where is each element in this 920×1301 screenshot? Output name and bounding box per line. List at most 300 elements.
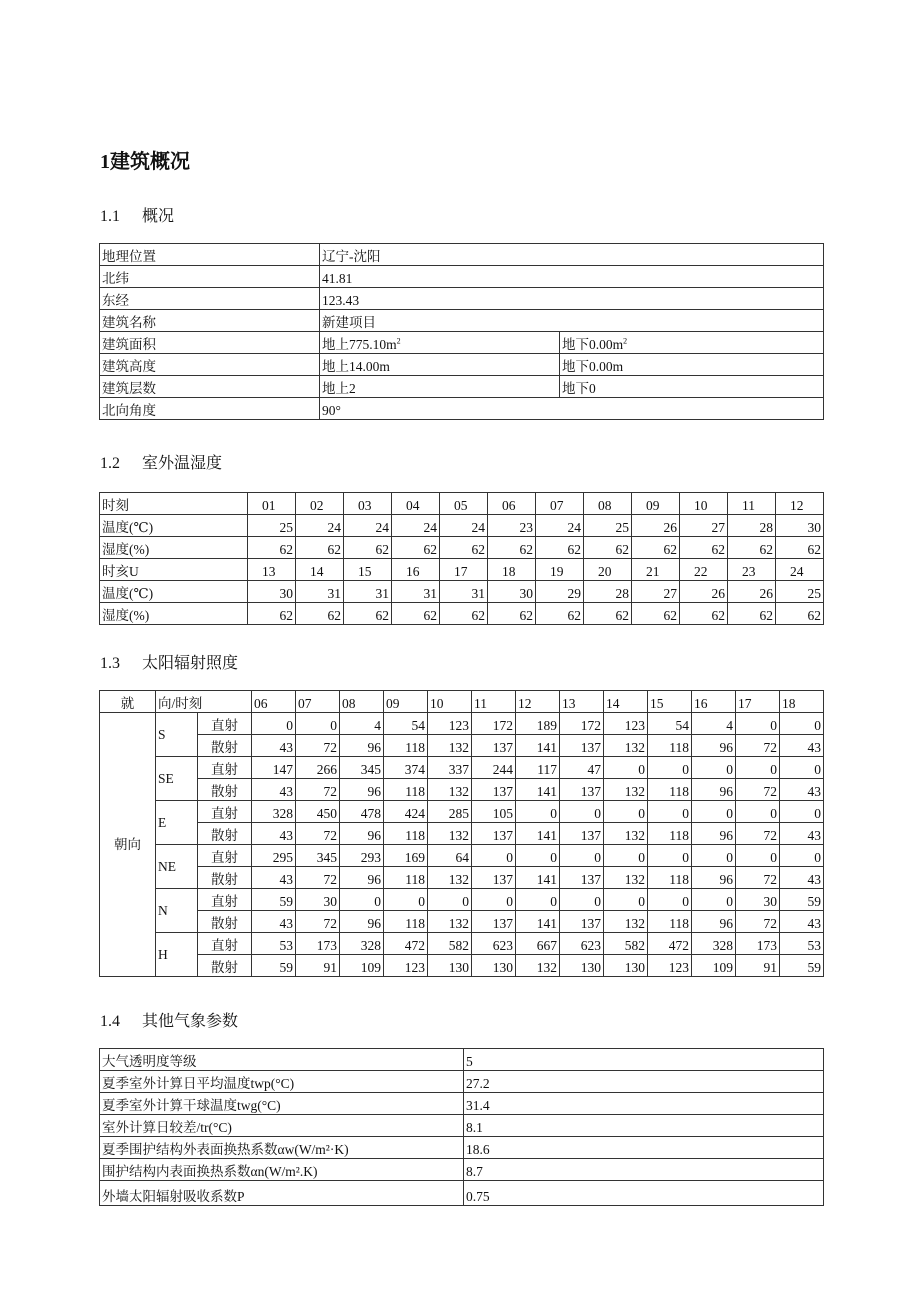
value-cell: 173 — [296, 933, 340, 955]
table-cell: 31 — [392, 581, 440, 603]
value-cell: 623 — [472, 933, 516, 955]
value-cell: 0 — [736, 801, 780, 823]
value-cell: 53 — [780, 933, 824, 955]
superscript: 2 — [396, 336, 401, 346]
table-cell: 62 — [392, 603, 440, 625]
value-cell: 72 — [296, 867, 340, 889]
table-row — [100, 376, 824, 398]
table-row — [100, 1049, 824, 1071]
value-cell: 0 — [780, 757, 824, 779]
hour-cell: 18 — [780, 691, 824, 713]
table-cell: 29 — [536, 581, 584, 603]
table-row — [100, 1093, 824, 1115]
value-cell: 328 — [252, 801, 296, 823]
value-cell: 30 — [736, 889, 780, 911]
value-cell: 54 — [648, 713, 692, 735]
param-label: 围护结构内表面换热系数αn(W/m².K) — [100, 1159, 464, 1181]
row-label: 温度(℃) — [100, 581, 248, 603]
value-cell: 0 — [428, 889, 472, 911]
table-cell: 31 — [344, 581, 392, 603]
value-cell: 478 — [340, 801, 384, 823]
value-cell: 96 — [340, 911, 384, 933]
value-cell: 295 — [252, 845, 296, 867]
param-label: 夏季室外计算日平均温度twp(°C) — [100, 1071, 464, 1093]
value-cell: 59 — [780, 955, 824, 977]
value-cell: 141 — [516, 867, 560, 889]
value-cell: 244 — [472, 757, 516, 779]
section-heading-1-2 — [100, 450, 222, 473]
value-cell: 118 — [648, 779, 692, 801]
table-cell: 62 — [536, 603, 584, 625]
table-cell: 20 — [584, 559, 632, 581]
value-cell: 172 — [560, 713, 604, 735]
table-cell: 16 — [392, 559, 440, 581]
section-heading-1-1 — [100, 203, 174, 226]
value-cell: 43 — [252, 735, 296, 757]
table-cell: 62 — [632, 537, 680, 559]
row-label: 湿度(%) — [100, 537, 248, 559]
table-cell: 30 — [488, 581, 536, 603]
value-cell: 59 — [252, 889, 296, 911]
type-label: 散射 — [198, 823, 252, 845]
table-row — [100, 1115, 824, 1137]
table-row — [100, 691, 824, 713]
param-label: 夏季围护结构外表面换热系数αw(W/m²·K) — [100, 1137, 464, 1159]
value-cell: 345 — [340, 757, 384, 779]
table-cell: 建筑层数 — [100, 376, 320, 398]
area-below: 地下0.00m — [562, 337, 624, 352]
value-cell: 0 — [604, 845, 648, 867]
type-label: 直射 — [198, 713, 252, 735]
table-cell: 19 — [536, 559, 584, 581]
value-cell: 118 — [384, 779, 428, 801]
table-cell: 02 — [296, 493, 344, 515]
table-cell: 东经 — [100, 288, 320, 310]
value-cell: 0 — [736, 713, 780, 735]
hour-cell: 09 — [384, 691, 428, 713]
value-cell: 137 — [560, 911, 604, 933]
header-cell: 向/时刻 — [156, 691, 252, 713]
value-cell: 96 — [340, 867, 384, 889]
value-cell: 0 — [648, 801, 692, 823]
row-label: 时刻 — [100, 493, 248, 515]
table-row — [100, 266, 824, 288]
table-cell: 62 — [536, 537, 584, 559]
value-cell: 109 — [340, 955, 384, 977]
value-cell: 96 — [340, 823, 384, 845]
value-cell: 72 — [736, 867, 780, 889]
value-cell: 141 — [516, 911, 560, 933]
value-cell: 96 — [692, 911, 736, 933]
table-cell: 62 — [296, 603, 344, 625]
table-cell: 90° — [320, 398, 824, 420]
value-cell: 582 — [428, 933, 472, 955]
direction-label: H — [156, 933, 198, 977]
table-cell: 04 — [392, 493, 440, 515]
value-cell: 43 — [252, 867, 296, 889]
hour-cell: 10 — [428, 691, 472, 713]
value-cell: 30 — [296, 889, 340, 911]
param-label: 大气透明度等级 — [100, 1049, 464, 1071]
value-cell: 105 — [472, 801, 516, 823]
table-row — [100, 1071, 824, 1093]
value-cell: 137 — [472, 735, 516, 757]
value-cell: 0 — [780, 713, 824, 735]
value-cell: 0 — [692, 845, 736, 867]
value-cell: 285 — [428, 801, 472, 823]
value-cell: 109 — [692, 955, 736, 977]
table-cell: 24 — [344, 515, 392, 537]
value-cell: 123 — [384, 955, 428, 977]
value-cell: 72 — [736, 779, 780, 801]
table-row — [100, 889, 824, 911]
table-row — [100, 244, 824, 266]
table-cell: 62 — [584, 603, 632, 625]
table-row — [100, 867, 824, 889]
value-cell: 0 — [384, 889, 428, 911]
table-cell: 09 — [632, 493, 680, 515]
type-label: 直射 — [198, 801, 252, 823]
direction-label: N — [156, 889, 198, 933]
table-cell: 建筑面积 — [100, 332, 320, 354]
table-cell: 24 — [536, 515, 584, 537]
direction-label: SE — [156, 757, 198, 801]
value-cell: 137 — [560, 735, 604, 757]
table-row — [100, 398, 824, 420]
section-title: 其他气象参数 — [142, 1013, 239, 1030]
value-cell: 0 — [296, 713, 340, 735]
table-row — [100, 537, 824, 559]
value-cell: 0 — [560, 889, 604, 911]
section-title: 太阳辐射照度 — [142, 655, 239, 672]
value-cell: 118 — [384, 735, 428, 757]
value-cell: 43 — [252, 823, 296, 845]
value-cell: 328 — [692, 933, 736, 955]
param-value: 27.2 — [464, 1071, 824, 1093]
table-cell: 25 — [776, 581, 824, 603]
param-label: 室外计算日较差/tr(°C) — [100, 1115, 464, 1137]
table-cell: 26 — [680, 581, 728, 603]
table-cell: 17 — [440, 559, 488, 581]
table-cell: 62 — [728, 603, 776, 625]
table-cell: 62 — [680, 537, 728, 559]
section-title: 室外温湿度 — [142, 455, 223, 472]
table-cell: 24 — [296, 515, 344, 537]
value-cell: 118 — [648, 823, 692, 845]
value-cell: 141 — [516, 779, 560, 801]
value-cell: 0 — [604, 801, 648, 823]
value-cell: 118 — [648, 867, 692, 889]
value-cell: 47 — [560, 757, 604, 779]
table-cell: 62 — [488, 603, 536, 625]
value-cell: 72 — [296, 779, 340, 801]
table-row — [100, 823, 824, 845]
table-cell: 07 — [536, 493, 584, 515]
table-cell: 62 — [440, 537, 488, 559]
value-cell: 189 — [516, 713, 560, 735]
value-cell: 132 — [428, 779, 472, 801]
value-cell: 4 — [340, 713, 384, 735]
value-cell: 72 — [736, 735, 780, 757]
value-cell: 123 — [604, 713, 648, 735]
value-cell: 173 — [736, 933, 780, 955]
section-title: 概况 — [142, 208, 175, 225]
table-cell: 24 — [776, 559, 824, 581]
value-cell: 132 — [604, 867, 648, 889]
table-cell: 62 — [776, 537, 824, 559]
value-cell: 132 — [604, 779, 648, 801]
value-cell: 132 — [604, 735, 648, 757]
table-cell: 62 — [584, 537, 632, 559]
table-cell: 05 — [440, 493, 488, 515]
value-cell: 623 — [560, 933, 604, 955]
table-cell: 辽宁-沈阳 — [320, 244, 824, 266]
value-cell: 137 — [560, 867, 604, 889]
type-label: 散射 — [198, 911, 252, 933]
value-cell: 72 — [296, 823, 340, 845]
group-label: 朝向 — [100, 713, 156, 977]
value-cell: 137 — [472, 911, 516, 933]
table-row — [100, 1137, 824, 1159]
table-row — [100, 1159, 824, 1181]
hour-cell: 08 — [340, 691, 384, 713]
value-cell: 141 — [516, 823, 560, 845]
value-cell: 0 — [780, 845, 824, 867]
value-cell: 472 — [384, 933, 428, 955]
table-cell: 24 — [392, 515, 440, 537]
value-cell: 130 — [428, 955, 472, 977]
value-cell: 117 — [516, 757, 560, 779]
table-cell: 10 — [680, 493, 728, 515]
value-cell: 137 — [472, 823, 516, 845]
value-cell: 132 — [428, 735, 472, 757]
value-cell: 0 — [604, 757, 648, 779]
table-cell: 21 — [632, 559, 680, 581]
direction-label: S — [156, 713, 198, 757]
value-cell: 54 — [384, 713, 428, 735]
type-label: 散射 — [198, 779, 252, 801]
hour-cell: 14 — [604, 691, 648, 713]
direction-label: E — [156, 801, 198, 845]
value-cell: 0 — [648, 889, 692, 911]
climate-table — [99, 492, 824, 625]
table-cell — [560, 332, 824, 354]
table-cell: 地下0.00m — [560, 354, 824, 376]
value-cell: 424 — [384, 801, 428, 823]
value-cell: 0 — [736, 757, 780, 779]
table-cell: 15 — [344, 559, 392, 581]
table-cell: 41.81 — [320, 266, 824, 288]
value-cell: 293 — [340, 845, 384, 867]
value-cell: 4 — [692, 713, 736, 735]
table-cell: 27 — [680, 515, 728, 537]
type-label: 直射 — [198, 845, 252, 867]
radiation-table — [99, 690, 824, 977]
table-cell: 北向角度 — [100, 398, 320, 420]
hour-cell: 16 — [692, 691, 736, 713]
value-cell: 43 — [780, 867, 824, 889]
table-row — [100, 779, 824, 801]
param-value: 8.7 — [464, 1159, 824, 1181]
param-value: 0.75 — [464, 1181, 824, 1206]
other-params-table — [99, 1048, 824, 1206]
table-row — [100, 845, 824, 867]
type-label: 散射 — [198, 735, 252, 757]
table-cell: 123.43 — [320, 288, 824, 310]
value-cell: 141 — [516, 735, 560, 757]
table-row — [100, 735, 824, 757]
param-value: 8.1 — [464, 1115, 824, 1137]
table-cell: 62 — [392, 537, 440, 559]
hour-cell: 06 — [252, 691, 296, 713]
table-cell: 62 — [440, 603, 488, 625]
value-cell: 132 — [604, 823, 648, 845]
value-cell: 169 — [384, 845, 428, 867]
value-cell: 118 — [648, 735, 692, 757]
table-row — [100, 1181, 824, 1206]
table-cell: 62 — [248, 537, 296, 559]
table-cell: 18 — [488, 559, 536, 581]
value-cell: 345 — [296, 845, 340, 867]
value-cell: 59 — [252, 955, 296, 977]
table-row — [100, 493, 824, 515]
table-cell: 地理位置 — [100, 244, 320, 266]
value-cell: 123 — [428, 713, 472, 735]
value-cell: 0 — [560, 801, 604, 823]
value-cell: 64 — [428, 845, 472, 867]
hour-cell: 13 — [560, 691, 604, 713]
value-cell: 130 — [604, 955, 648, 977]
value-cell: 132 — [428, 911, 472, 933]
value-cell: 118 — [384, 823, 428, 845]
table-cell: 62 — [248, 603, 296, 625]
table-cell: 62 — [344, 537, 392, 559]
value-cell: 0 — [472, 889, 516, 911]
value-cell: 0 — [252, 713, 296, 735]
table-cell: 12 — [776, 493, 824, 515]
table-cell: 23 — [728, 559, 776, 581]
table-cell: 25 — [248, 515, 296, 537]
hour-cell: 07 — [296, 691, 340, 713]
value-cell: 0 — [560, 845, 604, 867]
value-cell: 137 — [560, 779, 604, 801]
table-cell: 62 — [344, 603, 392, 625]
table-row — [100, 603, 824, 625]
table-cell: 62 — [680, 603, 728, 625]
value-cell: 130 — [560, 955, 604, 977]
value-cell: 472 — [648, 933, 692, 955]
value-cell: 132 — [428, 823, 472, 845]
page-title: 1建筑概况 — [100, 151, 190, 173]
table-row — [100, 933, 824, 955]
value-cell: 266 — [296, 757, 340, 779]
table-cell: 25 — [584, 515, 632, 537]
area-above: 地上775.10m — [322, 337, 397, 352]
table-row — [100, 955, 824, 977]
value-cell: 337 — [428, 757, 472, 779]
value-cell: 96 — [692, 735, 736, 757]
table-cell: 建筑名称 — [100, 310, 320, 332]
table-cell: 地上14.00m — [320, 354, 560, 376]
value-cell: 72 — [296, 735, 340, 757]
value-cell: 72 — [736, 911, 780, 933]
table-cell: 31 — [296, 581, 344, 603]
value-cell: 123 — [648, 955, 692, 977]
other-params-body — [100, 1049, 824, 1206]
value-cell: 137 — [472, 867, 516, 889]
climate-body — [100, 493, 824, 625]
type-label: 直射 — [198, 889, 252, 911]
table-cell: 26 — [632, 515, 680, 537]
value-cell: 53 — [252, 933, 296, 955]
table-row — [100, 354, 824, 376]
value-cell: 96 — [340, 735, 384, 757]
direction-label: NE — [156, 845, 198, 889]
type-label: 直射 — [198, 933, 252, 955]
table-cell: 26 — [728, 581, 776, 603]
value-cell: 0 — [736, 845, 780, 867]
table-cell: 14 — [296, 559, 344, 581]
section-number: 1.4 — [100, 1013, 120, 1030]
hour-cell: 11 — [472, 691, 516, 713]
table-cell: 31 — [440, 581, 488, 603]
section-number: 1.3 — [100, 655, 120, 672]
header-cell: 就 — [100, 691, 156, 713]
value-cell: 0 — [692, 757, 736, 779]
hour-cell: 15 — [648, 691, 692, 713]
value-cell: 118 — [384, 911, 428, 933]
value-cell: 96 — [692, 823, 736, 845]
value-cell: 96 — [692, 867, 736, 889]
table-row — [100, 332, 824, 354]
table-row — [100, 581, 824, 603]
row-label: 湿度(%) — [100, 603, 248, 625]
value-cell: 0 — [692, 889, 736, 911]
section-number: 1.1 — [100, 208, 120, 225]
value-cell: 43 — [252, 911, 296, 933]
value-cell: 132 — [428, 867, 472, 889]
table-row — [100, 515, 824, 537]
value-cell: 132 — [516, 955, 560, 977]
table-cell: 01 — [248, 493, 296, 515]
table-row — [100, 310, 824, 332]
value-cell: 91 — [736, 955, 780, 977]
value-cell: 43 — [780, 735, 824, 757]
table-cell: 03 — [344, 493, 392, 515]
param-value: 5 — [464, 1049, 824, 1071]
table-cell: 06 — [488, 493, 536, 515]
value-cell: 59 — [780, 889, 824, 911]
param-label: 外墙太阳辐射吸收系数P — [100, 1181, 464, 1206]
value-cell: 96 — [340, 779, 384, 801]
value-cell: 43 — [780, 911, 824, 933]
table-row — [100, 757, 824, 779]
table-cell: 地下0 — [560, 376, 824, 398]
table-cell: 62 — [776, 603, 824, 625]
overview-table — [99, 243, 824, 420]
table-cell: 23 — [488, 515, 536, 537]
value-cell: 118 — [648, 911, 692, 933]
param-value: 18.6 — [464, 1137, 824, 1159]
section-heading-1-4 — [100, 1008, 238, 1031]
table-cell: 新建项目 — [320, 310, 824, 332]
value-cell: 72 — [296, 911, 340, 933]
table-cell: 30 — [248, 581, 296, 603]
value-cell: 328 — [340, 933, 384, 955]
superscript: 2 — [623, 336, 628, 346]
value-cell: 0 — [780, 801, 824, 823]
row-label: 温度(℃) — [100, 515, 248, 537]
